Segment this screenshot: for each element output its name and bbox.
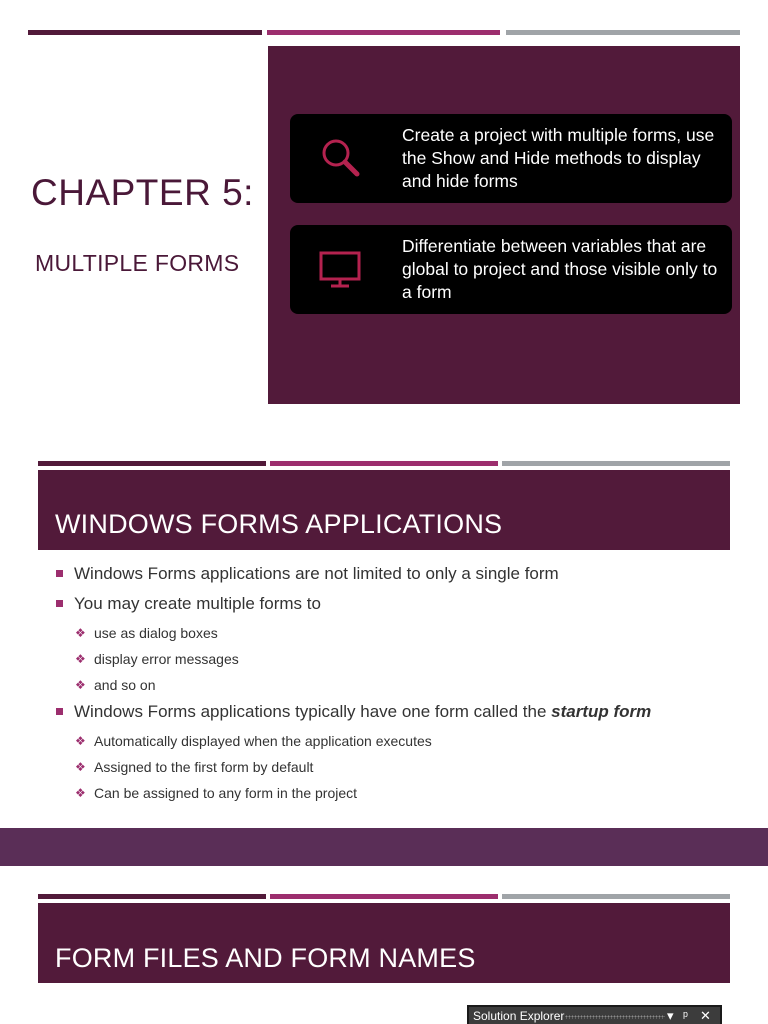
slide-form-files-and-names [0,866,768,1024]
diamond-bullet-icon: ❖ [75,678,86,692]
accent-bar-magenta [267,30,500,35]
slide-separator [0,828,768,866]
solution-explorer-title: Solution Explorer [473,1009,565,1023]
accent-bar-gray [506,30,740,35]
startup-form-term: startup form [551,702,652,721]
accent-bar-gray [502,461,730,466]
objective-card [290,225,732,314]
slide-windows-forms-applications [0,432,768,828]
diamond-bullet-icon: ❖ [75,652,86,666]
slide-title: WINDOWS FORMS APPLICATIONS [55,509,503,539]
objective-text: Create a project with multiple forms, use the Show and Hide methods to display and hide forms [402,125,715,191]
sub-bullet-item: ❖ Assigned to the first form by default [75,759,314,775]
bullet-list [55,564,735,810]
accent-bar-magenta [270,894,498,899]
dropdown-arrow-icon[interactable]: ▾ [667,1008,674,1023]
objective-text: Differentiate between variables that are global to project and those visible only to a form [402,236,718,302]
sub-bullet-item: ❖ Automatically displayed when the application executes [75,733,432,749]
objectives-panel [268,46,740,404]
accent-bar-magenta [270,461,498,466]
bullet-item: You may create multiple forms to [55,594,735,614]
accent-bar-plum [38,894,266,899]
diamond-bullet-icon: ❖ [75,786,86,800]
diamond-bullet-icon: ❖ [75,734,86,748]
grip-dots [565,1015,665,1019]
objective-card [290,114,732,203]
sub-bullet-item: ❖ use as dialog boxes [75,625,218,641]
sub-bullet-item: ❖ and so on [75,677,156,693]
slide-header [38,470,730,550]
sub-bullet-item: ❖ Can be assigned to any form in the project [75,785,358,801]
slide-chapter-title [0,0,768,432]
pin-icon[interactable]: ᵖ [683,1008,688,1023]
bullet-item: Windows Forms applications are not limited to only a single form [55,564,735,584]
close-icon[interactable]: ✕ [700,1008,711,1023]
magnifier-icon [316,134,366,184]
accent-bar-plum [28,30,262,35]
diamond-bullet-icon: ❖ [75,626,86,640]
solution-explorer-titlebar[interactable] [467,1005,722,1024]
bullet-item: Windows Forms applications typically have one form called the startup form [55,702,735,722]
chapter-subtitle: MULTIPLE FORMS [35,250,240,276]
accent-bar-gray [502,894,730,899]
diamond-bullet-icon: ❖ [75,760,86,774]
accent-bar-plum [38,461,266,466]
slide-title: FORM FILES AND FORM NAMES [55,943,476,973]
slide-header [38,903,730,983]
chapter-title: CHAPTER 5: [31,172,254,213]
sub-bullet-item: ❖ display error messages [75,651,239,667]
monitor-icon [316,245,366,295]
